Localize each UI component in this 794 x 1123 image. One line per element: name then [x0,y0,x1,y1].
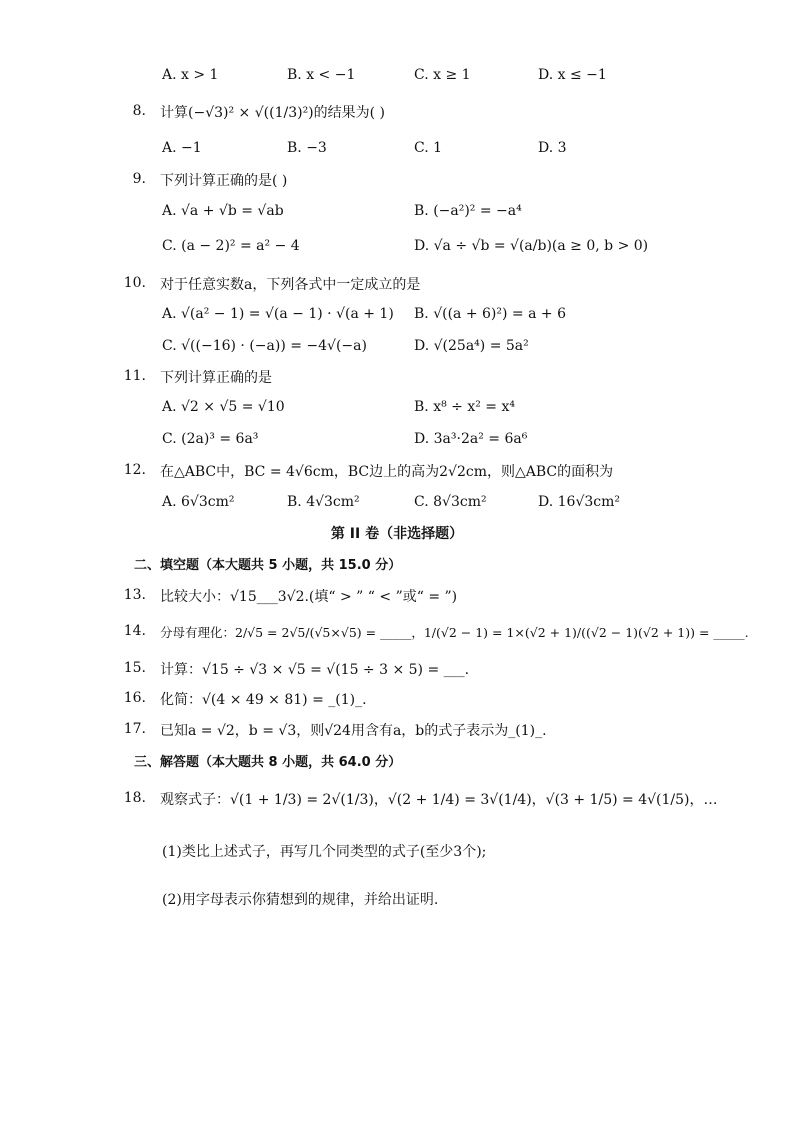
q12-number: 12. [123,462,146,478]
q12-option-a: A. 6√3cm² [162,494,235,510]
q11-option-b: B. x⁸ ÷ x² = x⁴ [414,399,515,415]
section-fill-in-header: 二、填空题（本大题共 5 小题，共 15.0 分） [134,558,402,573]
q8-stem: 计算(−√3)² × √((1/3)²)的结果为( ) [160,105,386,121]
q18-number: 18. [123,790,146,806]
q9-number: 9. [132,171,146,187]
q9-option-c: C. (a − 2)² = a² − 4 [162,238,300,254]
q7-option-a: A. x > 1 [162,67,219,83]
q13-text: 比较大小：√15___3√2.(填“ > ” “ < ”或“ = ”) [160,589,458,605]
q9-stem: 下列计算正确的是( ) [160,173,288,189]
q10-option-d: D. √(25a⁴) = 5a² [414,338,529,354]
q11-option-d: D. 3a³·2a² = 6a⁶ [414,431,528,447]
part-two-title: 第 II 卷（非选择题） [330,526,464,542]
q10-option-b: B. √((a + 6)²) = a + 6 [414,306,566,322]
q12-option-c: C. 8√3cm² [414,494,487,510]
q16-number: 16. [123,690,146,706]
q10-option-a: A. √(a² − 1) = √(a − 1) · √(a + 1) [162,306,394,322]
q14-number: 14. [123,623,146,639]
q12-option-b: B. 4√3cm² [287,494,360,510]
q11-option-a: A. √2 × √5 = √10 [162,399,285,415]
q7-option-b: B. x < −1 [287,67,356,83]
q8-option-b: B. −3 [287,140,327,156]
q8-option-d: D. 3 [538,140,567,156]
section-solve-header: 三、解答题（本大题共 8 小题，共 64.0 分） [134,755,402,770]
q8-option-a: A. −1 [162,140,202,156]
q14-text: 分母有理化：2/√5 = 2√5/(√5×√5) = _____，1/(√2 − 1) = 1×(√2 + 1)/((√2 − 1)(√2 + 1)) = _____. [160,625,749,640]
q18-subquestion-1: (1)类比上述式子，再写几个同类型的式子(至少3个); [162,844,487,860]
q12-stem: 在△ABC中，BC = 4√6cm，BC边上的高为2√2cm，则△ABC的面积为 [160,464,614,480]
q11-option-c: C. (2a)³ = 6a³ [162,431,259,447]
q9-option-b: B. (−a²)² = −a⁴ [414,203,522,219]
q7-option-d: D. x ≤ −1 [538,67,607,83]
q17-number: 17. [123,721,146,737]
q13-number: 13. [123,587,146,603]
q8-number: 8. [132,103,146,119]
q18-subquestion-2: (2)用字母表示你猜想到的规律，并给出证明. [162,892,439,908]
q11-stem: 下列计算正确的是 [160,370,272,386]
q9-option-a: A. √a + √b = √ab [162,203,284,219]
q10-stem: 对于任意实数a，下列各式中一定成立的是 [160,277,421,293]
q16-text: 化简：√(4 × 49 × 81) = _(1)_. [160,692,367,708]
q10-number: 10. [123,275,146,291]
q7-option-c: C. x ≥ 1 [414,67,471,83]
q12-option-d: D. 16√3cm² [538,494,620,510]
q11-number: 11. [123,368,146,384]
q17-text: 已知a = √2，b = √3，则√24用含有a，b的式子表示为_(1)_. [160,723,547,739]
q18-text: 观察式子：√(1 + 1/3) = 2√(1/3)，√(2 + 1/4) = 3√(1/4)，√(3 + 1/5) = 4√(1/5)，… [160,792,718,808]
q15-number: 15. [123,660,146,676]
q8-option-c: C. 1 [414,140,443,156]
q9-option-d: D. √a ÷ √b = √(a/b)(a ≥ 0, b > 0) [414,238,649,254]
q10-option-c: C. √((−16) · (−a)) = −4√(−a) [162,338,367,354]
q15-text: 计算：√15 ÷ √3 × √5 = √(15 ÷ 3 × 5) = ___. [160,662,470,678]
